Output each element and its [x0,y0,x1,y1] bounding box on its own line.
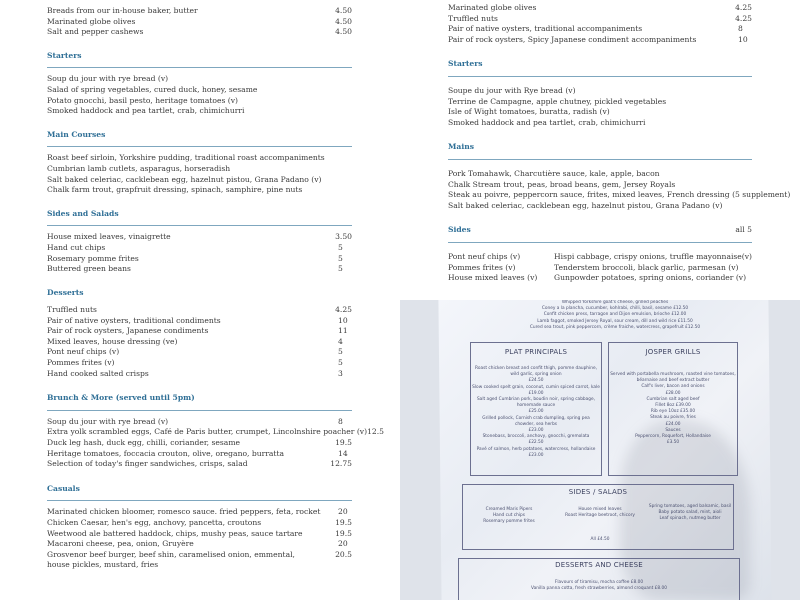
menu-item [47,560,352,571]
menu-item-price: 8 [338,416,343,426]
photo-menu-line: Cumbrian salt aged beef [646,396,700,402]
menu-item-name: Pair of rock oysters, Japanese condiments [47,326,209,336]
menu-item [448,107,752,118]
side-item: Pommes frites (v) [448,262,516,272]
menu-item [47,507,352,518]
sides-list [47,232,352,274]
section-heading-mains: Main Courses [47,129,106,139]
menu-item [47,305,352,316]
menu-item-price [738,201,752,212]
photo-menu-line: £22.50 [528,440,544,446]
menu-item-name: Steak au poivre, peppercorn sauce, frites, mixed leaves, French dressing (5 supplement) [448,190,791,200]
menu-item [448,201,752,212]
menu-item-name: Rosemary pomme frites [47,253,139,263]
photo-menu-line: £24.50 [528,378,544,384]
menu-content [47,6,352,300]
section-heading-brunch: Brunch & More (served until 5pm) [47,393,195,403]
menu-item-name: Potato gnocchi, basil pesto, heritage tomatoes (v) [47,95,239,105]
photo-menu-line: £25.00 [528,409,544,415]
desserts-heading: DESSERTS AND CHEESE [555,561,643,569]
intro-items [448,3,752,45]
side-item: Hispi cabbage, crispy onions, truffle mayonnaise(v) [554,251,752,261]
menu-photo [400,300,800,600]
menu-item [47,449,352,460]
menu-item-price: 20 [338,539,348,549]
josper-grills-items [610,372,736,446]
starters-list [448,86,752,128]
brunch-list [47,416,384,470]
photo-menu-line: Served with portabella mushroom, roasted vine tomatoes, béarnaise and beef extract butter [610,372,736,384]
photo-menu-line: Coney a la plancha, cucumber, kohlrabi, chilli, basil, sesame £12.50 [541,306,689,312]
menu-item-name: Grosvenor beef burger, beef shin, caramelised onion, emmental, [47,549,295,559]
photo-menu-line: £3.50 [666,440,680,446]
divider [47,500,352,501]
menu-item-name: Duck leg hash, duck egg, chilli, coriander, sesame [47,437,241,447]
menu-item-name: Breads from our in-house baker, butter [47,6,198,15]
menu-item-price [338,185,352,196]
menu-item [448,118,752,129]
photo-menu-line: Stonebass, broccoli, anchovy, gnocchi, gremolata [482,434,590,440]
menu-item-price: 14 [338,448,348,458]
menu-item [47,539,352,550]
sides-salads-heading: SIDES / SALADS [568,488,628,496]
menu-item [47,6,352,17]
photo-menu-line: £23.00 [528,428,544,434]
sides-col-1 [466,507,552,526]
menu-panel-top-left [0,0,400,300]
menu-item-price [738,97,752,108]
photo-side-line: Rosemary pomme frites [483,519,535,525]
side-item: Gunpowder potatoes, spring onions, coriander (v) [554,273,747,283]
menu-item-price: 10 [338,315,348,325]
photo-menu-line: £28.00 [665,390,681,396]
menu-item-price [338,560,352,571]
menu-item [448,35,752,46]
menu-item-price [338,153,352,164]
sides-col-3 [648,504,732,523]
menu-item [47,243,352,254]
menu-item-name: Mixed leaves, house dressing (ve) [47,336,178,346]
menu-item-price: 4.25 [735,3,752,12]
menu-item [47,153,352,164]
menu-content [448,3,791,284]
menu-item-name: Smoked haddock and pea tartlet, crab, chimichurri [448,117,646,127]
josper-grills-heading: JOSPER GRILLS [645,348,701,356]
section-heading-mains: Mains [448,142,475,152]
menu-item [47,74,352,85]
photo-menu-line: Whipped Yorkshire goat's cheese, grilled peaches [561,300,669,305]
plat-principals-items [472,366,600,459]
menu-item-name: Pommes frites (v) [47,357,115,367]
menu-item-name: Salt and pepper cashews [47,27,144,37]
section-heading-starters: Starters [448,59,483,69]
menu-item [47,347,352,358]
menu-item-price: 19.5 [335,437,352,447]
menu-item [47,27,352,38]
menu-item [47,232,352,243]
menu-item [47,316,352,327]
menu-item-name: Truffled nuts [448,13,498,23]
menu-item-price: 4.50 [335,27,352,37]
menu-item-name: Pair of native oysters, traditional condiments [47,315,221,325]
photo-menu-line: Grilled pollock, Cornish crab dumpling, spring pea chowder, sea herbs [482,415,590,427]
menu-item-name: Hand cut chips [47,242,106,252]
menu-item-price: 11 [338,326,348,336]
menu-item [47,529,352,540]
desserts-items [460,580,738,592]
starters-list [47,74,352,116]
menu-item-price [338,175,352,186]
photo-side-line: Baby potato salad, mint, aioli [658,510,722,516]
menu-item [47,85,352,96]
casuals-list [47,507,352,571]
menu-item [47,17,352,28]
menu-item-price: 5 [338,264,343,274]
photo-side-line: House mixed leaves [578,507,622,512]
menu-item-name: Isle of Wight tomatoes, buratta, radish (v) [448,107,610,117]
side-item: Tenderstem broccoli, black garlic, parmesan (v) [554,262,739,272]
menu-item-name: Salt baked celeriac, cacklebean egg, hazelnut pistou, Grana Padano (v) [448,200,723,210]
menu-item-price: 4.50 [335,6,352,15]
menu-item-price: 3 [338,368,343,378]
photo-menu-line: Confit chicken press, tarragon and Dijon emulsion, brioche £12.00 [543,312,687,318]
photo-side-line: Hand cut chips [492,513,526,519]
menu-item-name: Salt baked celeriac, cacklebean egg, hazelnut pistou, Grana Padano (v) [47,174,322,184]
photo-menu-line: Vanilla panna cotta, fresh strawberries, almond croquant £8.00 [531,586,667,592]
menu-item-name: Chicken Caesar, hen's egg, anchovy, pancetta, croutons [47,517,262,527]
menu-item-name: Terrine de Campagne, apple chutney, pickled vegetables [448,96,667,106]
menu-item-price: 4 [338,336,343,346]
menu-item-price [338,85,352,96]
menu-item [47,175,352,186]
divider [47,410,352,411]
menu-item-name: Marinated chicken bloomer, romesco sauce. fried peppers, feta, rocket [47,507,321,517]
menu-panel-bottom-left [0,300,400,600]
photo-menu-line: Rib eye 10oz £35.00 [650,409,696,415]
menu-item-price: 5 [338,253,343,263]
menu-item-name: Chalk Stream trout, peas, broad beans, gem, Jersey Royals [448,179,676,189]
photo-menu-line: Roast chicken breast and confit thigh, pomme dauphine, wild garlic, spring onion [475,366,597,378]
photo-menu-line: Calf's liver, bacon and onions [641,384,705,390]
menu-content [47,305,384,571]
photo-side-line: Leaf spinach, nutmeg butter [659,516,721,522]
menu-item [47,264,352,275]
menu-item-price: 4.25 [335,305,352,314]
menu-item-price: 4.50 [335,16,352,26]
menu-item-name: Soup du jour with rye bread (v) [47,74,169,84]
menu-item-price [338,96,352,107]
menu-item-name: Marinated globe olives [47,16,136,26]
menu-item-name: Soupe du jour with Rye bread (v) [448,85,576,95]
menu-item-name: Macaroni cheese, pea, onion, Gruyère [47,539,194,549]
menu-item-name: Selection of today's finger sandwiches, crisps, salad [47,459,248,469]
menu-item [448,14,752,25]
photo-menu-line: Flavours of tiramisu, mocha coffee £8.00 [554,580,644,585]
menu-item [47,427,384,438]
photo-menu-line: Peppercorn, Roquefort, Hollandaise [635,434,711,440]
menu-item-name: Cumbrian lamb cutlets, asparagus, horseradish [47,163,231,173]
mains-list [47,153,352,195]
menu-item-price [738,118,752,129]
divider [448,159,752,160]
section-heading-starters: Starters [47,50,82,60]
menu-item-price: 20 [338,507,348,517]
menu-item [47,337,352,348]
mains-list [448,168,791,211]
menu-item-price: 4.25 [735,13,752,23]
intro-items [47,6,352,38]
menu-item-name: Pont neuf chips (v) [47,347,120,357]
menu-item-price [338,164,352,175]
sides-price: all 5 [735,225,752,235]
photo-side-line: Roast Heritage beetroot, chicory [565,513,635,519]
sides-grid [448,252,752,284]
menu-item-price: 19.5 [335,528,352,538]
divider [47,67,352,68]
menu-item [47,369,352,380]
menu-item [47,438,352,449]
menu-item-price: 3.50 [335,232,352,242]
top-lines [505,300,725,331]
menu-item-name: Marinated globe olives [448,3,537,12]
photo-menu-line: £24.00 [665,421,681,427]
sides-heading-label: Sides [448,225,471,235]
photo-menu-line: Slow cooked spelt grain, coconut, cumin spiced carrot, kale [472,384,600,390]
menu-item-price [738,107,752,118]
photo-side-line: Spring tomatoes, aged balsamic, basil [648,504,732,509]
menu-item-name: Weetwood ale battered haddock, chips, mushy peas, sauce tartare [47,528,303,538]
section-heading-casuals: Casuals [47,483,80,493]
bar-items [47,305,352,379]
menu-item-name: Soup du jour with rye bread (v) [47,416,169,426]
menu-item [47,550,352,561]
menu-item [47,326,352,337]
menu-item-price: 19.5 [335,517,352,527]
photo-side-line: Creamed Maris Pipers [485,507,533,512]
divider [448,76,752,77]
menu-item [47,254,352,265]
photo-menu-line: Fillet 8oz £39.00 [655,403,691,409]
menu-item-price [738,180,752,191]
menu-item-price: 5 [338,242,343,252]
menu-item-name: Heritage tomatoes, foccacia crouton, olive, oregano, burratta [47,448,285,458]
menu-item [47,417,352,428]
menu-item-price: 5 [338,347,343,357]
photo-menu-line: Lamb faggot, smoked Jersey Royal, sour cream, dill and wild rice £11.50 [537,318,693,324]
menu-item-price: 12.5 [367,427,384,437]
menu-item-name: Smoked haddock and pea tartlet, crab, chimichurri [47,106,245,116]
photo-menu-line: Steak au poivre, fries [650,415,696,421]
photo-menu-line: Pavé of salmon, herb potatoes, watercress, hollandaise [476,446,596,452]
menu-item-name: Salad of spring vegetables, cured duck, honey, sesame [47,84,258,94]
sides-price: All £4.50 [590,537,610,542]
menu-item-price [738,86,752,97]
menu-item-name: Truffled nuts [47,305,97,314]
sides-col-2 [556,507,644,519]
menu-item-name: Buttered green beans [47,264,131,274]
menu-item-name: Pair of rock oysters, Spicy Japanese condiment accompaniments [448,34,697,44]
menu-item [448,169,752,180]
menu-item [47,106,352,117]
plat-principals-heading: PLAT PRINCIPALS [504,348,568,356]
menu-item-name: Chalk farm trout, grapfruit dressing, spinach, samphire, pine nuts [47,185,303,195]
menu-item [448,86,752,97]
menu-item-name: Hand cooked salted crisps [47,368,149,378]
menu-item-price: 8 [738,24,743,34]
menu-item [47,518,352,529]
section-heading-desserts: Desserts [47,287,84,297]
menu-panel-top-right [400,0,800,300]
menu-item-price [338,106,352,117]
menu-item-price [790,190,800,201]
menu-item-price [338,74,352,85]
divider [448,242,752,243]
menu-item-name: House mixed leaves, vinaigrette [47,232,171,242]
menu-item-name: Pair of native oysters, traditional accompaniments [448,24,643,34]
menu-item [47,358,352,369]
photo-menu-line: £19.00 [528,390,544,396]
photo-menu-line: Sauces [665,427,681,433]
menu-item [448,190,791,201]
menu-item-price: 5 [338,357,343,367]
menu-item-price [738,169,752,180]
menu-item [448,97,752,108]
photo-menu-line: Cured sea trout, pink peppercorn, crème fraiche, watercress, grapefruit £12.50 [529,324,701,330]
section-heading-sides: Sides and Salads [47,208,119,218]
photo-menu-line: Salt aged Cumbrian pork, boudin noir, spring cabbage, homemade sauce [476,397,596,409]
menu-item-price: 10 [738,34,748,44]
menu-item [47,459,352,470]
side-item: House mixed leaves (v) [448,273,538,283]
menu-item [47,164,352,175]
menu-item [448,180,752,191]
menu-item [448,24,752,35]
divider [47,146,352,147]
divider [47,225,352,226]
photo-menu-line: £23.00 [528,452,544,458]
menu-item-name: house pickles, mustard, fries [47,560,159,570]
menu-item-price: 12.75 [330,459,352,469]
menu-item [47,96,352,107]
menu-item-name: Extra yolk scrambled eggs, Café de Paris butter, crumpet, Lincolnshire poacher (v) [47,427,368,437]
menu-item-price: 20.5 [335,549,352,559]
section-heading-sides [448,225,752,236]
menu-item [47,185,352,196]
menu-item-name: Roast beef sirloin, Yorkshire pudding, traditional roast accompaniments [47,153,325,163]
menu-item-name: Pork Tomahawk, Charcutière sauce, kale, apple, bacon [448,168,660,178]
menu-item [448,3,752,14]
side-item: Pont neuf chips (v) [448,251,521,261]
